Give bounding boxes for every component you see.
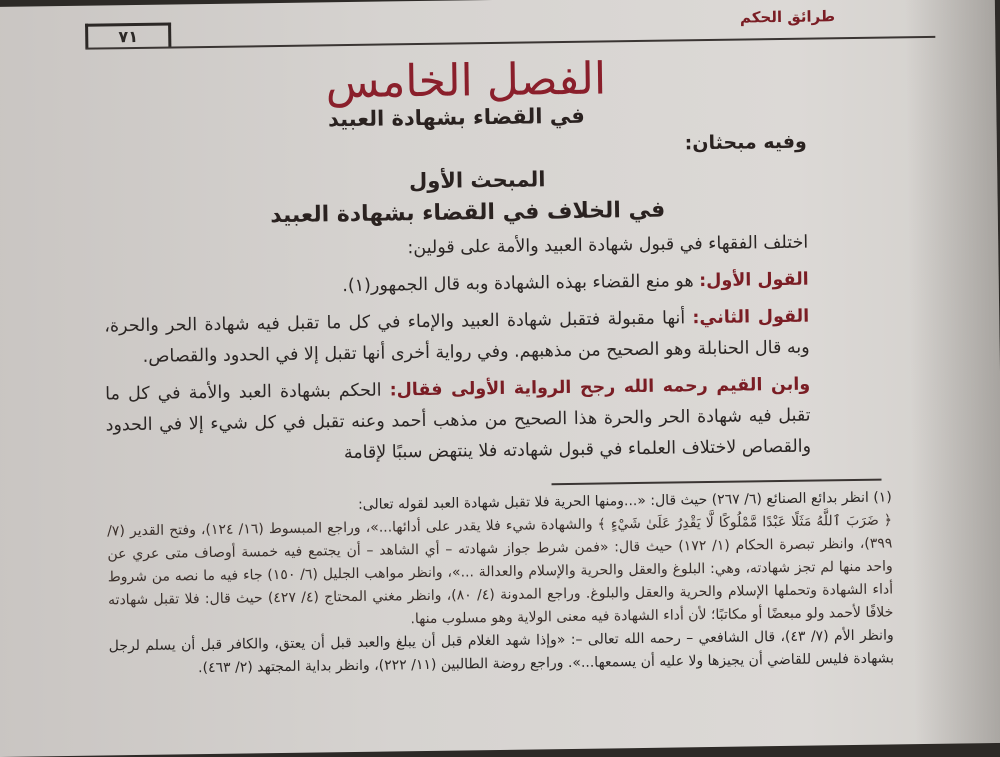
footnote-line: وانظر الأم (٧/ ٤٣)، قال الشافعي – رحمه الله تعالى –: «وإذا شهد الغلام قبل أن يبلغ والعبد قبل أن يعتق، والكافر قبل أن يسلم لرجل بشهادة فليس للقاضي أن يجيزها ولا عليه أن يسمعها...». وراجع روضة الطالبين (١١/ ٢٢٢)، وانظر بداية المجتهد (٢/ ٤٦٣). — [108, 627, 895, 677]
paragraph-opinion-1 — [104, 264, 839, 305]
opinion-2-label: القول الثاني: — [692, 306, 810, 329]
paragraph-intro: اختلف الفقهاء في قبول شهادة العبيد والأمة على قولين: — [407, 232, 809, 259]
opinion-1-label: القول الأول: — [699, 269, 809, 292]
chapter-subtitle: في القضاء بشهادة العبيد — [327, 103, 585, 132]
chapter-title: الفصل الخامس — [325, 53, 607, 109]
opinion-2-text: أنها مقبولة فتقبل شهادة العبيد والإماء في كل ما تقبل فيه شهادة الحر والحرة، وبه قال الحنابلة وهو الصحيح من مذهبهم. وفي رواية أخرى أنها تقبل إلا في الحدود والقصاص. — [104, 308, 810, 367]
footnote-line: ﴿ ضَرَبَ ٱللَّهُ مَثَلًا عَبْدًا مَّمْلُوكًا لَّا يَقْدِرُ عَلَىٰ شَيْءٍ ﴾ والشهادة شيء فلا يقدر على أدائها...»، وراجع المبسوط (١٦/ ١٢٤)، وفتح القدير (٧/ ٣٩٩)، وانظر تبصرة الحكام (١/ ١٧٢) حيث قال: «فمن شرط جواز شهادته – أي الشاهد – أن يجتمع فيه خمسة أوصاف متى عري عن واحد منها لم تجز شهادته، وهي: البلوغ والعقل والحرية والإسلام والعدالة ...»، وانظر مواهب الجليل (٦/ ١٥٠) جاء فيه ما نصه من شروط أداء الشهادة وتحملها الإسلام والحرية والعقل والبلوغ. وراجع المدونة (٤/ ٨٠)، وانظر مغني المحتاج (٤/ ٤٢٧) حيث قال: فلا تقبل شهادته خلافًا لأحمد ولو مبعضًا أو مكاتبًا؛ لأن أداء الشهادة فيه معنى الولاية وهو مسلوب منها. — [107, 512, 894, 628]
chapter-intro: وفيه مبحثان: — [684, 130, 807, 155]
running-title: طرائق الحكم — [739, 7, 836, 27]
footnotes — [107, 486, 894, 681]
page-number: ٧١ — [85, 22, 171, 48]
opinion-1-text: هو منع القضاء بهذه الشهادة وبه قال الجمهور(١). — [342, 271, 694, 297]
ibn-qayyim-text: الحكم بشهادة العبد والأمة في كل ما تقبل فيه شهادة الحر والحرة هذا الصحيح من مذهب أحمد وعنه تقبل في كل شيء إلا في الحدود والقصاص لاختلاف العلماء في قبول شهادته فلا ينتهض سببًا لإقامة — [105, 380, 812, 464]
body-text — [103, 227, 841, 478]
section-heading: المبحث الأول — [408, 167, 546, 194]
footnote-line: (١) انظر بدائع الصنائع (٦/ ٢٦٧) حيث قال: «...ومنها الحرية فلا تقبل شهادة العبد لقوله تعالى: — [357, 489, 892, 513]
section-title: في الخلاف في القضاء بشهادة العبيد — [270, 197, 666, 229]
footnote-rule — [552, 479, 882, 486]
ibn-qayyim-label: وابن القيم رحمه الله رجح الرواية الأولى فقال: — [389, 374, 811, 401]
page-gutter-shadow — [905, 0, 1000, 744]
paragraph-ibn-qayyim — [105, 369, 841, 472]
header-rule — [85, 36, 935, 50]
paragraph-opinion-2 — [104, 301, 840, 373]
